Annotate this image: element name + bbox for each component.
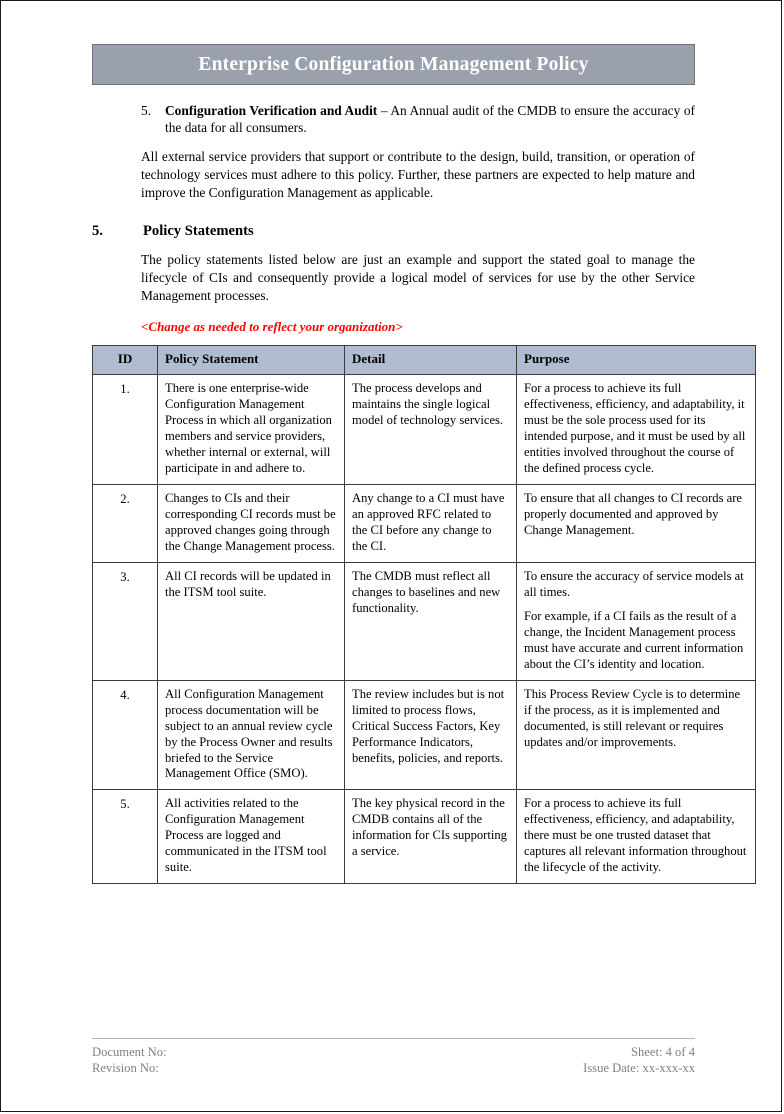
table-row: [93, 374, 756, 484]
column-header-policy-statement: Policy Statement: [158, 345, 345, 374]
cell-detail: The review includes but is not limited to process flows, Critical Success Factors, Key Performance Indicators, benefits, policies, and reports.: [345, 680, 517, 790]
table-row: [93, 484, 756, 562]
column-header-id: ID: [93, 345, 158, 374]
cell-detail: The key physical record in the CMDB contains all of the information for CIs supporting a service.: [345, 790, 517, 884]
cell-purpose-paragraph: To ensure the accuracy of service models at all times.: [524, 568, 744, 599]
column-header-purpose: Purpose: [517, 345, 756, 374]
cell-purpose: [517, 790, 756, 884]
intro-list: [92, 102, 695, 137]
footer-row-bottom: [92, 1060, 695, 1076]
policy-statements-table: [92, 345, 756, 885]
page-footer: [92, 1038, 695, 1077]
intro-paragraph: All external service providers that support or contribute to the design, build, transition, or operation of technology services must adhere to this policy. Further, these partners are expected to help mature and improve the Configuration Management as applicable.: [141, 148, 695, 200]
cell-detail: The process develops and maintains the single logical model of technology services.: [345, 374, 517, 484]
cell-purpose-paragraph: This Process Review Cycle is to determine if the process, as it is implemented and documented, is still relevant or requires updates and/or improvements.: [524, 686, 741, 749]
cell-policy-statement: There is one enterprise-wide Configuration Management Process in which all organization members and service providers, whether internal or external, will participate in and adhere to.: [158, 374, 345, 484]
table-row: [93, 562, 756, 680]
footer-sheet: Sheet: 4 of 4: [630, 1045, 695, 1059]
cell-purpose: [517, 484, 756, 562]
document-title: Enterprise Configuration Management Policy: [198, 53, 589, 75]
section-number: 5.: [92, 223, 103, 240]
list-item: [92, 102, 695, 137]
cell-policy-statement: All Configuration Management process documentation will be subject to an annual review cycle by the Process Owner and results briefed to the Service Management Office (SMO).: [158, 680, 345, 790]
cell-purpose: [517, 374, 756, 484]
cell-id: 2.: [93, 484, 158, 562]
cell-purpose: [517, 680, 756, 790]
column-header-detail: Detail: [345, 345, 517, 374]
list-item-rest: – An Annual audit of the CMDB to ensure the accuracy of the data for all consumers.: [165, 103, 695, 136]
footer-revision-no: Revision No:: [92, 1061, 159, 1076]
cell-id: 3.: [93, 562, 158, 680]
table-row: [93, 790, 756, 884]
cell-detail: The CMDB must reflect all changes to baselines and new functionality.: [345, 562, 517, 680]
table-row: [93, 680, 756, 790]
section-title: Policy Statements: [143, 223, 254, 240]
page-content: [92, 1, 747, 884]
change-note: <Change as needed to reflect your organization>: [141, 318, 403, 334]
cell-id: 5.: [93, 790, 158, 884]
cell-policy-statement: All activities related to the Configuration Management Process are logged and communicated in the ITSM tool suite.: [158, 790, 345, 884]
cell-detail: Any change to a CI must have an approved RFC related to the CI before any change to the CI.: [345, 484, 517, 562]
list-item-lead: Configuration Verification and Audit: [165, 103, 378, 118]
cell-id: 1.: [93, 374, 158, 484]
document-title-banner: [92, 44, 695, 85]
cell-policy-statement: All CI records will be updated in the ITSM tool suite.: [158, 562, 345, 680]
section-heading: [92, 223, 695, 240]
table-body: [93, 374, 756, 884]
cell-purpose-paragraph: To ensure that all changes to CI records are properly documented and approved by Change Management.: [524, 490, 743, 537]
cell-id: 4.: [93, 680, 158, 790]
cell-purpose: [517, 562, 756, 680]
cell-policy-statement: Changes to CIs and their corresponding CI records must be approved changes going through the Change Management process.: [158, 484, 345, 562]
cell-purpose-paragraph: For a process to achieve its full effectiveness, efficiency, and adaptability, it must be the sole process used for its intended purpose, and it must be used by all entities involved throughout the course of the defined process cycle.: [524, 380, 746, 475]
footer-row-top: [92, 1044, 695, 1060]
table-header-row: [93, 345, 756, 374]
list-item-number: 5.: [141, 103, 152, 118]
table-header: [93, 345, 756, 374]
cell-purpose-paragraph-secondary: For example, if a CI fails as the result of a change, the Incident Management process must have accurate and current information about the CI’s identity and location.: [524, 608, 744, 671]
cell-purpose-paragraph: For a process to achieve its full effectiveness, efficiency, and adaptability, there must be one trusted dataset that captures all relevant information throughout the lifecycle of the activity.: [524, 796, 747, 875]
section-paragraph: The policy statements listed below are just an example and support the stated goal to manage the lifecycle of CIs and consequently provide a logical model of services for use by the other Service Management processes.: [141, 252, 695, 303]
footer-document-no: Document No:: [92, 1045, 167, 1059]
list-item-text: [165, 102, 695, 137]
footer-issue-date: Issue Date: xx-xxx-xx: [583, 1061, 695, 1076]
